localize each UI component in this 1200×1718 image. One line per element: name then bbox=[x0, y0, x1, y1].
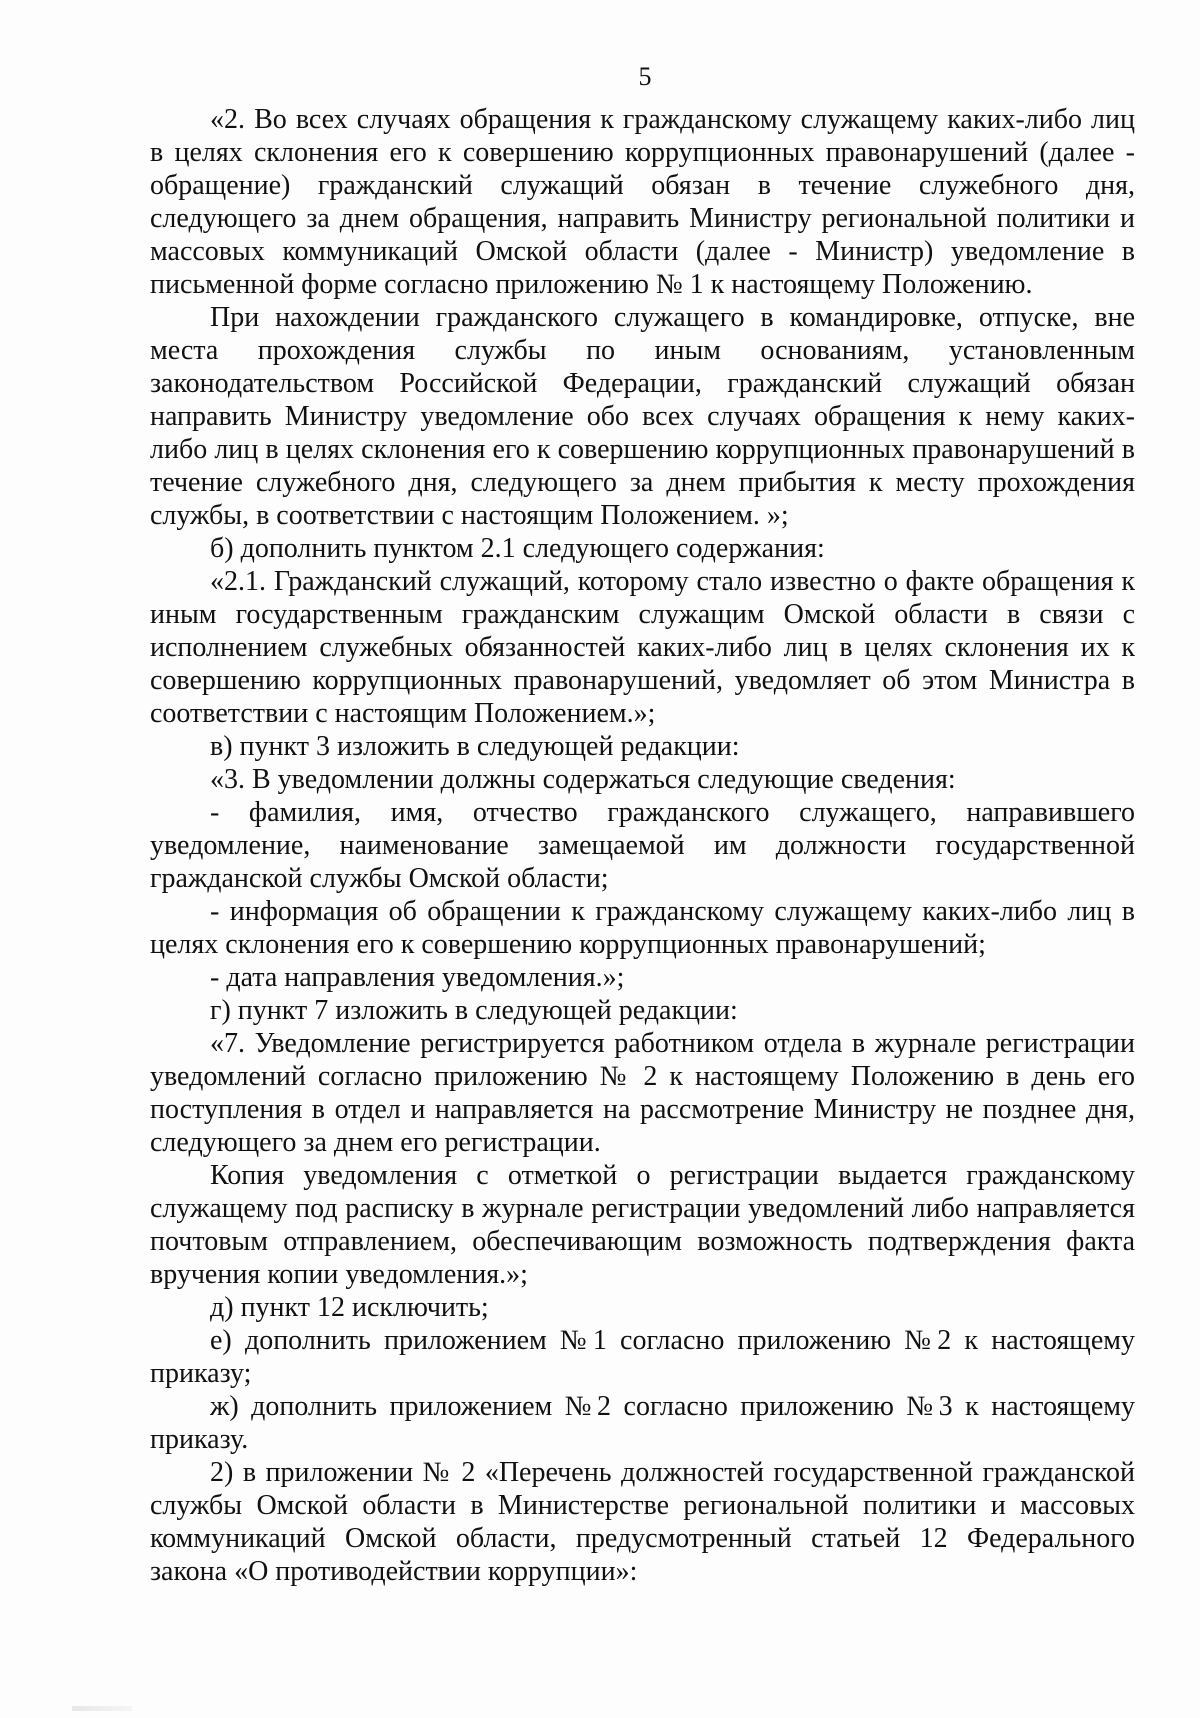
paragraph-copy-notice: Копия уведомления с отметкой о регистрации выдается гражданскому служащему под расписку в журнале регистрации уведомлений либо направляется почтовым отправлением, обеспечивающим возможность подтверждения факта вручения копии уведомления.»; bbox=[150, 1160, 1135, 1290]
paragraph-clause-2-1: «2.1. Гражданский служащий, которому стало известно о факте обращения к иным государственным гражданским служащим Омской области в связи с исполнением служебных обязанностей каких-либо лиц в целях склонения их к совершению коррупционных правонарушений, уведомляет об этом Министра в соответствии с настоящим Положением.»; bbox=[150, 566, 1135, 729]
paragraph-item-b: б) дополнить пунктом 2.1 следующего содержания: bbox=[210, 533, 825, 564]
paragraph-item-e: е) дополнить приложением №1 согласно приложению №2 к настоящему приказу; bbox=[150, 1325, 1135, 1389]
paragraph-item-g: г) пункт 7 изложить в следующей редакции: bbox=[210, 995, 738, 1026]
paragraph-clause-2: «2. Во всех случаях обращения к гражданскому служащему каких-либо лиц в целях склонения его к совершению коррупционных правонарушений (далее - обращение) гражданский служащий обязан в течение служебного дня, следующего за днем обращения, направить Министру региональной политики и массовых коммуникаций Омской области (далее - Министр) уведомление в письменной форме согласно приложению № 1 к настоящему Положению. bbox=[150, 104, 1135, 300]
paragraph-item-zh: ж) дополнить приложением №2 согласно приложению №3 к настоящему приказу. bbox=[150, 1391, 1135, 1455]
paragraph-appendix-2: 2) в приложении № 2 «Перечень должностей государственной гражданской службы Омской области в Министерстве региональной политики и массовых коммуникаций Омской области, предусмотренный статьей 12 Федерального закона «О противодействии коррупции»: bbox=[150, 1457, 1135, 1587]
paragraph-clause-7: «7. Уведомление регистрируется работником отдела в журнале регистрации уведомлений согласно приложению № 2 к настоящему Положению в день его поступления в отдел и направляется на рассмотрение Министру не позднее дня, следующего за днем его регистрации. bbox=[150, 1028, 1135, 1158]
paragraph-item-d: д) пункт 12 исключить; bbox=[210, 1292, 489, 1323]
page-number: 5 bbox=[638, 62, 652, 91]
paragraph-business-trip: При нахождении гражданского служащего в командировке, отпуске, вне места прохождения службы по иным основаниям, установленным законодательством Российской Федерации, гражданский служащий обязан направить Министру уведомление обо всех случаях обращения к нему каких-либо лиц в целях склонения его к совершению коррупционных правонарушений в течение служебного дня, следующего за днем прибытия к месту прохождения службы, в соответствии с настоящим Положением. »; bbox=[150, 302, 1135, 531]
paragraph-list-date: - дата направления уведомления.»; bbox=[210, 962, 625, 993]
scan-artifact bbox=[72, 1706, 132, 1711]
paragraph-list-info: - информация об обращении к гражданскому служащему каких-либо лиц в целях склонения его к совершению коррупционных правонарушений; bbox=[150, 896, 1135, 960]
paragraph-item-v: в) пункт 3 изложить в следующей редакции: bbox=[210, 731, 740, 762]
paragraph-clause-3: «3. В уведомлении должны содержаться следующие сведения: bbox=[210, 764, 956, 795]
document-body bbox=[150, 103, 1135, 1588]
paragraph-list-name: - фамилия, имя, отчество гражданского служащего, направившего уведомление, наименование замещаемой им должности государственной гражданской службы Омской области; bbox=[150, 797, 1135, 894]
